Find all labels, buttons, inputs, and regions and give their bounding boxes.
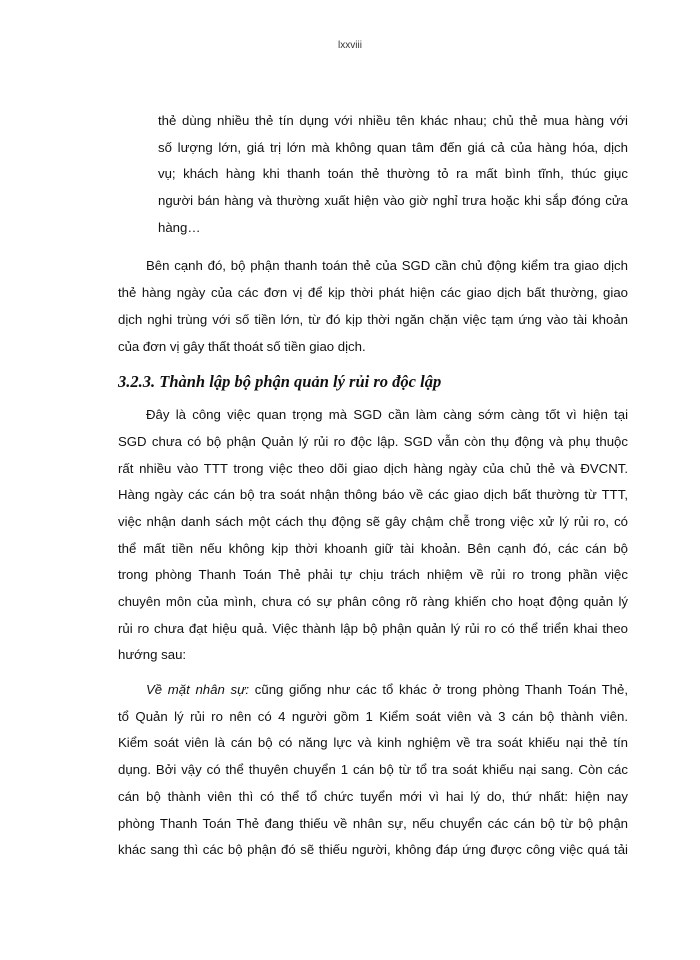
paragraph-line: tổ Quản lý rủi ro nên có 4 người gồm 1 Kiểm soát viên và 3 cán bộ thành viên. [118, 708, 628, 724]
paragraph-line: cán bộ thành viên thì có thể tổ chức tuyển mới vì hai lý do, thứ nhất: hiện nay [118, 788, 628, 804]
paragraph-line: thể mất tiền nếu không kịp thời khoanh giữ tài khoản. Bên cạnh đó, các cán bộ [118, 540, 628, 556]
quote-line: người bán hàng và thường xuất hiện vào giờ nghỉ trưa hoặc khi sắp đóng cửa [158, 193, 628, 209]
first-line-rest: cũng giống như các tổ khác ở trong phòng Thanh Toán Thẻ, [249, 682, 628, 698]
paragraph-line: SGD chưa có bộ phận Quản lý rủi ro độc lập. SGD vẫn còn thụ động và phụ thuộc [118, 433, 628, 449]
quote-line: hàng… [158, 219, 201, 235]
paragraph-line: trong phòng Thanh Toán Thẻ phải tự chịu trách nhiệm về rủi ro trong phần việc [118, 567, 628, 583]
paragraph-line: chuyên môn của mình, chưa có sự phân công rõ ràng khiến cho hoạt động quản lý [118, 594, 628, 609]
paragraph-1 [118, 253, 628, 360]
paragraph-line: Đây là công việc quan trọng mà SGD cần làm càng sớm càng tốt vì hiện tại [146, 407, 628, 423]
section-heading: 3.2.3. Thành lập bộ phận quản lý rủi ro độc lập [118, 372, 442, 392]
paragraph-line: Hàng ngày các cán bộ tra soát nhận thông báo về các giao dịch bất thường từ TTT, [118, 487, 628, 503]
quote-block [118, 108, 628, 241]
quote-line: thẻ dùng nhiều thẻ tín dụng với nhiều tên khác nhau; chủ thẻ mua hàng với [158, 113, 628, 128]
paragraph-line [118, 677, 628, 704]
paragraph-line: dịch nghi trùng với số tiền lớn, từ đó kịp thời ngăn chặn việc tạm ứng vào tài khoản [118, 311, 628, 327]
paragraph-line: dụng. Bởi vậy có thể thuyên chuyển 1 cán bộ từ tổ tra soát khiếu nại sang. Còn các [118, 762, 628, 778]
italic-lead: Về mặt nhân sự: [146, 682, 250, 698]
paragraph-line: của đơn vị gây thất thoát số tiền giao dịch. [118, 338, 366, 354]
paragraph-line: việc nhận danh sách một cách thụ động sẽ gây chậm chễ trong việc xử lý rủi ro, có [118, 513, 628, 529]
paragraph-line: thẻ hàng ngày của các đơn vị để kịp thời phát hiện các giao dịch bất thường, giao [118, 285, 628, 301]
paragraph-line: khác sang thì các bộ phận đó sẽ thiếu người, không đáp ứng được công việc quá tải [118, 842, 628, 858]
paragraph-line: Kiểm soát viên là cán bộ có năng lực và kinh nghiệm về tra soát khiếu nại thẻ tín [118, 735, 628, 751]
document-body [118, 108, 628, 864]
paragraph-2 [118, 402, 628, 669]
paragraph-3 [118, 677, 628, 864]
paragraph-line: rủi ro chưa đạt hiệu quả. Việc thành lập bộ phận quản lý rủi ro có thể triển khai theo [118, 620, 628, 636]
quote-line: số lượng lớn, giá trị lớn mà không quan tâm đến giá cả của hàng hóa, dịch [158, 139, 628, 155]
paragraph-line: phòng Thanh Toán Thẻ đang thiếu về nhân sự, nếu chuyển các cán bộ từ bộ phận [118, 815, 628, 831]
page-number: lxxviii [338, 40, 362, 51]
paragraph-line: rất nhiều vào TTT trong việc theo dõi giao dịch hàng ngày của chủ thẻ và ĐVCNT. [118, 460, 628, 476]
paragraph-line: Bên cạnh đó, bộ phận thanh toán thẻ của SGD cần chủ động kiểm tra giao dịch [146, 258, 628, 274]
paragraph-line: hướng sau: [118, 647, 187, 663]
quote-line: vụ; khách hàng khi thanh toán thẻ thường tỏ ra mất bình tĩnh, thúc giục [158, 166, 628, 182]
